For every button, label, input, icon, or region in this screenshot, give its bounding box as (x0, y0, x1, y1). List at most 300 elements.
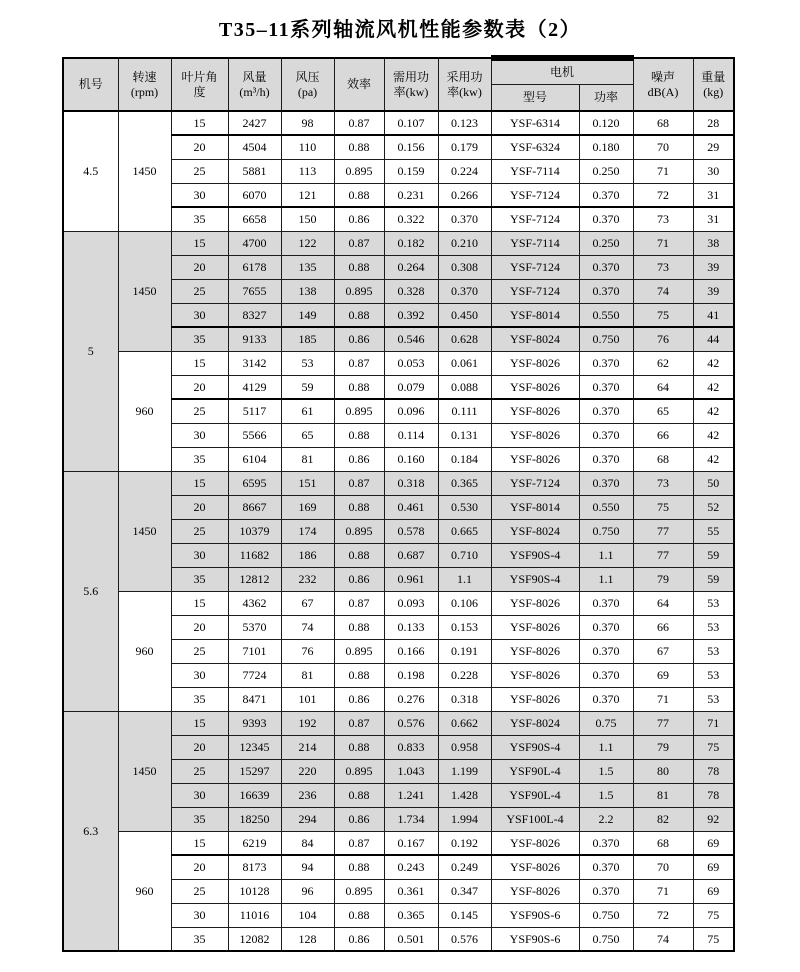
cell-blade-angle: 25 (171, 519, 228, 543)
cell-air-pressure: 151 (281, 471, 334, 495)
cell-motor-model: YSF-8026 (491, 663, 579, 687)
cell-efficiency: 0.88 (334, 375, 384, 399)
cell-motor-model: YSF-8014 (491, 495, 579, 519)
cell-air-volume: 4362 (228, 591, 281, 615)
cell-blade-angle: 20 (171, 735, 228, 759)
cell-weight: 42 (693, 423, 734, 447)
cell-motor-model: YSF-7114 (491, 231, 579, 255)
cell-weight: 78 (693, 783, 734, 807)
cell-adopted-power: 0.266 (438, 183, 491, 207)
cell-motor-power: 0.750 (579, 927, 633, 951)
cell-noise: 75 (633, 495, 693, 519)
cell-efficiency: 0.87 (334, 351, 384, 375)
cell-blade-angle: 25 (171, 399, 228, 423)
cell-efficiency: 0.87 (334, 711, 384, 735)
header-line: 风压 (295, 70, 320, 85)
cell-motor-model: YSF-7124 (491, 183, 579, 207)
cell-air-pressure: 128 (281, 927, 334, 951)
cell-weight: 53 (693, 591, 734, 615)
cell-noise: 70 (633, 135, 693, 159)
cell-adopted-power: 0.145 (438, 903, 491, 927)
cell-air-volume: 9393 (228, 711, 281, 735)
cell-adopted-power: 0.184 (438, 447, 491, 471)
cell-motor-model: YSF-8024 (491, 711, 579, 735)
cell-motor-model: YSF-8026 (491, 831, 579, 855)
cell-motor-model: YSF90L-4 (491, 783, 579, 807)
cell-blade-angle: 30 (171, 783, 228, 807)
cell-air-volume: 6595 (228, 471, 281, 495)
cell-adopted-power: 0.662 (438, 711, 491, 735)
cell-blade-angle: 15 (171, 591, 228, 615)
cell-motor-power: 0.370 (579, 279, 633, 303)
table-row (63, 351, 734, 375)
cell-motor-model: YSF-8026 (491, 399, 579, 423)
cell-adopted-power: 0.576 (438, 927, 491, 951)
cell-adopted-power: 0.628 (438, 327, 491, 351)
cell-weight: 55 (693, 519, 734, 543)
cell-noise: 66 (633, 423, 693, 447)
cell-required-power: 1.043 (384, 759, 438, 783)
cell-blade-angle: 25 (171, 159, 228, 183)
cell-efficiency: 0.88 (334, 255, 384, 279)
table-row (63, 231, 734, 255)
cell-noise: 76 (633, 327, 693, 351)
cell-air-pressure: 149 (281, 303, 334, 327)
cell-required-power: 0.318 (384, 471, 438, 495)
cell-required-power: 0.461 (384, 495, 438, 519)
col-header-weight (693, 58, 734, 111)
cell-motor-power: 0.180 (579, 135, 633, 159)
cell-noise: 73 (633, 207, 693, 231)
cell-motor-model: YSF90S-4 (491, 543, 579, 567)
col-header-adopted-power (438, 58, 491, 111)
cell-air-volume: 6070 (228, 183, 281, 207)
cell-motor-power: 1.1 (579, 735, 633, 759)
cell-required-power: 0.167 (384, 831, 438, 855)
cell-noise: 75 (633, 303, 693, 327)
header-line: (rpm) (130, 84, 159, 99)
cell-blade-angle: 15 (171, 471, 228, 495)
cell-adopted-power: 0.228 (438, 663, 491, 687)
cell-efficiency: 0.88 (334, 615, 384, 639)
cell-motor-model: YSF90S-6 (491, 903, 579, 927)
cell-noise: 70 (633, 855, 693, 879)
cell-motor-power: 2.2 (579, 807, 633, 831)
cell-air-volume: 5370 (228, 615, 281, 639)
cell-adopted-power: 0.210 (438, 231, 491, 255)
cell-required-power: 0.833 (384, 735, 438, 759)
header-line: dB(A) (647, 84, 679, 99)
cell-efficiency: 0.88 (334, 903, 384, 927)
cell-air-volume: 6219 (228, 831, 281, 855)
cell-machine-no: 4.5 (63, 111, 118, 231)
cell-efficiency: 0.88 (334, 783, 384, 807)
cell-required-power: 0.365 (384, 903, 438, 927)
cell-blade-angle: 35 (171, 687, 228, 711)
cell-motor-power: 0.370 (579, 831, 633, 855)
cell-motor-model: YSF-8026 (491, 351, 579, 375)
cell-noise: 74 (633, 927, 693, 951)
cell-air-volume: 18250 (228, 807, 281, 831)
cell-blade-angle: 30 (171, 423, 228, 447)
cell-weight: 75 (693, 735, 734, 759)
cell-blade-angle: 25 (171, 759, 228, 783)
cell-weight: 38 (693, 231, 734, 255)
cell-motor-model: YSF-8026 (491, 615, 579, 639)
cell-air-pressure: 98 (281, 111, 334, 135)
cell-required-power: 0.166 (384, 639, 438, 663)
cell-noise: 64 (633, 591, 693, 615)
table-row (63, 471, 734, 495)
cell-efficiency: 0.895 (334, 639, 384, 663)
header-line: 采用功 (446, 70, 483, 85)
cell-weight: 31 (693, 183, 734, 207)
cell-motor-power: 0.250 (579, 159, 633, 183)
cell-motor-power: 0.550 (579, 303, 633, 327)
cell-motor-power: 0.370 (579, 615, 633, 639)
cell-adopted-power: 0.665 (438, 519, 491, 543)
header-line: (kg) (703, 84, 724, 99)
header-line: 叶片角 (181, 70, 218, 85)
cell-weight: 92 (693, 807, 734, 831)
col-header-air-pressure (281, 58, 334, 111)
cell-air-pressure: 220 (281, 759, 334, 783)
cell-blade-angle: 20 (171, 255, 228, 279)
cell-air-volume: 15297 (228, 759, 281, 783)
cell-noise: 80 (633, 759, 693, 783)
cell-required-power: 0.198 (384, 663, 438, 687)
cell-air-volume: 6104 (228, 447, 281, 471)
cell-air-volume: 6658 (228, 207, 281, 231)
cell-noise: 71 (633, 159, 693, 183)
cell-efficiency: 0.895 (334, 879, 384, 903)
cell-required-power: 0.361 (384, 879, 438, 903)
col-header-noise (633, 58, 693, 111)
cell-weight: 50 (693, 471, 734, 495)
cell-motor-power: 0.550 (579, 495, 633, 519)
cell-noise: 68 (633, 831, 693, 855)
cell-adopted-power: 0.224 (438, 159, 491, 183)
cell-motor-power: 0.750 (579, 903, 633, 927)
cell-air-volume: 3142 (228, 351, 281, 375)
cell-blade-angle: 15 (171, 231, 228, 255)
cell-air-volume: 11016 (228, 903, 281, 927)
cell-air-pressure: 94 (281, 855, 334, 879)
cell-weight: 75 (693, 927, 734, 951)
cell-motor-model: YSF-8026 (491, 687, 579, 711)
col-header-motor-model: 型号 (491, 84, 579, 111)
cell-required-power: 0.243 (384, 855, 438, 879)
cell-air-volume: 6178 (228, 255, 281, 279)
cell-air-volume: 12812 (228, 567, 281, 591)
cell-air-pressure: 67 (281, 591, 334, 615)
cell-required-power: 0.328 (384, 279, 438, 303)
cell-air-pressure: 185 (281, 327, 334, 351)
cell-efficiency: 0.87 (334, 111, 384, 135)
col-header-efficiency: 效率 (334, 58, 384, 111)
cell-motor-model: YSF-8026 (491, 423, 579, 447)
header-line: (m³/h) (239, 84, 270, 99)
cell-adopted-power: 0.450 (438, 303, 491, 327)
cell-adopted-power: 0.308 (438, 255, 491, 279)
cell-blade-angle: 15 (171, 831, 228, 855)
cell-noise: 62 (633, 351, 693, 375)
cell-motor-power: 0.370 (579, 183, 633, 207)
cell-speed-rpm: 1450 (118, 111, 171, 231)
cell-motor-power: 1.5 (579, 759, 633, 783)
header-line: 转速 (132, 70, 157, 85)
cell-air-pressure: 122 (281, 231, 334, 255)
header-line: 噪声 (651, 70, 676, 85)
table-row (63, 711, 734, 735)
cell-efficiency: 0.88 (334, 303, 384, 327)
cell-motor-model: YSF90S-4 (491, 567, 579, 591)
cell-air-pressure: 101 (281, 687, 334, 711)
cell-motor-model: YSF-7124 (491, 207, 579, 231)
header-line: (pa) (297, 84, 318, 99)
cell-efficiency: 0.88 (334, 663, 384, 687)
cell-air-pressure: 81 (281, 663, 334, 687)
cell-weight: 69 (693, 831, 734, 855)
cell-required-power: 0.276 (384, 687, 438, 711)
cell-weight: 59 (693, 567, 734, 591)
cell-required-power: 0.578 (384, 519, 438, 543)
cell-noise: 71 (633, 231, 693, 255)
cell-noise: 82 (633, 807, 693, 831)
cell-noise: 79 (633, 567, 693, 591)
cell-adopted-power: 0.318 (438, 687, 491, 711)
col-header-motor-group: 电机 (491, 58, 633, 84)
cell-blade-angle: 20 (171, 135, 228, 159)
page-title: T35–11系列轴流风机性能参数表（2） (218, 19, 582, 41)
cell-adopted-power: 0.191 (438, 639, 491, 663)
cell-noise: 77 (633, 543, 693, 567)
cell-motor-model: YSF-8024 (491, 519, 579, 543)
cell-required-power: 0.053 (384, 351, 438, 375)
cell-motor-power: 0.370 (579, 399, 633, 423)
cell-motor-model: YSF-7124 (491, 255, 579, 279)
cell-weight: 39 (693, 255, 734, 279)
cell-required-power: 0.264 (384, 255, 438, 279)
cell-motor-power: 0.370 (579, 447, 633, 471)
cell-efficiency: 0.895 (334, 279, 384, 303)
cell-air-volume: 5566 (228, 423, 281, 447)
cell-weight: 78 (693, 759, 734, 783)
table-row (63, 111, 734, 135)
cell-adopted-power: 0.347 (438, 879, 491, 903)
cell-air-volume: 10379 (228, 519, 281, 543)
cell-efficiency: 0.895 (334, 399, 384, 423)
cell-air-pressure: 232 (281, 567, 334, 591)
cell-blade-angle: 35 (171, 567, 228, 591)
header-line: 率(kw) (447, 84, 482, 99)
table-body (63, 111, 734, 951)
cell-motor-power: 0.370 (579, 375, 633, 399)
cell-air-volume: 4129 (228, 375, 281, 399)
cell-efficiency: 0.88 (334, 543, 384, 567)
cell-air-pressure: 113 (281, 159, 334, 183)
table-header (63, 58, 734, 111)
cell-weight: 28 (693, 111, 734, 135)
cell-motor-model: YSF-8026 (491, 639, 579, 663)
cell-motor-power: 0.750 (579, 519, 633, 543)
cell-weight: 69 (693, 879, 734, 903)
cell-adopted-power: 0.370 (438, 279, 491, 303)
cell-speed-rpm: 1450 (118, 711, 171, 831)
cell-adopted-power: 0.192 (438, 831, 491, 855)
cell-efficiency: 0.895 (334, 519, 384, 543)
cell-noise: 64 (633, 375, 693, 399)
cell-air-volume: 5117 (228, 399, 281, 423)
cell-weight: 44 (693, 327, 734, 351)
cell-motor-model: YSF90S-4 (491, 735, 579, 759)
cell-required-power: 0.501 (384, 927, 438, 951)
cell-weight: 52 (693, 495, 734, 519)
cell-blade-angle: 30 (171, 543, 228, 567)
cell-weight: 31 (693, 207, 734, 231)
cell-air-volume: 4504 (228, 135, 281, 159)
cell-required-power: 0.182 (384, 231, 438, 255)
cell-motor-power: 0.370 (579, 687, 633, 711)
cell-noise: 77 (633, 711, 693, 735)
cell-weight: 53 (693, 615, 734, 639)
col-header-required-power (384, 58, 438, 111)
cell-air-pressure: 192 (281, 711, 334, 735)
cell-weight: 75 (693, 903, 734, 927)
cell-air-pressure: 121 (281, 183, 334, 207)
cell-air-pressure: 53 (281, 351, 334, 375)
cell-noise: 68 (633, 111, 693, 135)
cell-noise: 74 (633, 279, 693, 303)
cell-motor-power: 0.370 (579, 471, 633, 495)
cell-air-pressure: 104 (281, 903, 334, 927)
cell-air-pressure: 214 (281, 735, 334, 759)
cell-required-power: 0.079 (384, 375, 438, 399)
cell-required-power: 0.107 (384, 111, 438, 135)
cell-blade-angle: 35 (171, 807, 228, 831)
cell-noise: 69 (633, 663, 693, 687)
col-header-air-volume (228, 58, 281, 111)
cell-motor-power: 0.370 (579, 351, 633, 375)
cell-efficiency: 0.895 (334, 759, 384, 783)
header-line: 风量 (242, 70, 267, 85)
cell-blade-angle: 35 (171, 927, 228, 951)
cell-efficiency: 0.86 (334, 327, 384, 351)
cell-air-volume: 4700 (228, 231, 281, 255)
cell-required-power: 0.231 (384, 183, 438, 207)
cell-motor-power: 0.370 (579, 879, 633, 903)
cell-motor-model: YSF-8026 (491, 879, 579, 903)
cell-air-pressure: 61 (281, 399, 334, 423)
cell-air-volume: 8327 (228, 303, 281, 327)
cell-blade-angle: 15 (171, 111, 228, 135)
cell-speed-rpm: 1450 (118, 231, 171, 351)
cell-motor-power: 0.120 (579, 111, 633, 135)
cell-blade-angle: 30 (171, 303, 228, 327)
cell-air-volume: 2427 (228, 111, 281, 135)
cell-air-pressure: 76 (281, 639, 334, 663)
cell-blade-angle: 20 (171, 615, 228, 639)
cell-speed-rpm: 960 (118, 351, 171, 471)
cell-air-pressure: 174 (281, 519, 334, 543)
cell-blade-angle: 20 (171, 855, 228, 879)
cell-air-pressure: 65 (281, 423, 334, 447)
cell-air-pressure: 294 (281, 807, 334, 831)
cell-motor-model: YSF90L-4 (491, 759, 579, 783)
cell-weight: 71 (693, 711, 734, 735)
cell-motor-power: 0.370 (579, 591, 633, 615)
cell-adopted-power: 0.179 (438, 135, 491, 159)
cell-adopted-power: 0.249 (438, 855, 491, 879)
cell-motor-power: 0.370 (579, 639, 633, 663)
cell-blade-angle: 35 (171, 327, 228, 351)
cell-noise: 77 (633, 519, 693, 543)
cell-motor-power: 0.370 (579, 255, 633, 279)
cell-motor-power: 1.5 (579, 783, 633, 807)
cell-noise: 73 (633, 255, 693, 279)
cell-air-pressure: 96 (281, 879, 334, 903)
cell-motor-model: YSF-7114 (491, 159, 579, 183)
cell-weight: 41 (693, 303, 734, 327)
cell-motor-power: 0.370 (579, 663, 633, 687)
cell-adopted-power: 0.153 (438, 615, 491, 639)
cell-required-power: 0.546 (384, 327, 438, 351)
cell-air-volume: 7101 (228, 639, 281, 663)
cell-efficiency: 0.88 (334, 423, 384, 447)
cell-required-power: 0.576 (384, 711, 438, 735)
cell-motor-model: YSF-6324 (491, 135, 579, 159)
cell-efficiency: 0.87 (334, 231, 384, 255)
cell-adopted-power: 0.088 (438, 375, 491, 399)
cell-blade-angle: 25 (171, 279, 228, 303)
cell-efficiency: 0.86 (334, 567, 384, 591)
cell-machine-no: 5 (63, 231, 118, 471)
cell-motor-power: 0.250 (579, 231, 633, 255)
cell-blade-angle: 25 (171, 879, 228, 903)
cell-required-power: 0.160 (384, 447, 438, 471)
cell-required-power: 0.156 (384, 135, 438, 159)
cell-motor-model: YSF-7124 (491, 279, 579, 303)
cell-adopted-power: 1.994 (438, 807, 491, 831)
cell-adopted-power: 0.958 (438, 735, 491, 759)
cell-motor-power: 1.1 (579, 543, 633, 567)
table-row (63, 831, 734, 855)
cell-efficiency: 0.87 (334, 471, 384, 495)
cell-efficiency: 0.87 (334, 591, 384, 615)
header-line: 度 (193, 84, 206, 99)
cell-efficiency: 0.895 (334, 159, 384, 183)
cell-noise: 73 (633, 471, 693, 495)
cell-required-power: 1.734 (384, 807, 438, 831)
cell-blade-angle: 25 (171, 639, 228, 663)
performance-table (62, 55, 735, 952)
cell-weight: 59 (693, 543, 734, 567)
cell-required-power: 0.961 (384, 567, 438, 591)
cell-noise: 72 (633, 183, 693, 207)
header-line: 需用功 (392, 70, 429, 85)
cell-weight: 42 (693, 399, 734, 423)
cell-air-pressure: 81 (281, 447, 334, 471)
cell-air-pressure: 236 (281, 783, 334, 807)
header-row-1 (63, 58, 734, 84)
cell-weight: 42 (693, 375, 734, 399)
cell-required-power: 1.241 (384, 783, 438, 807)
cell-motor-model: YSF90S-6 (491, 927, 579, 951)
cell-motor-power: 0.370 (579, 855, 633, 879)
cell-required-power: 0.322 (384, 207, 438, 231)
cell-weight: 29 (693, 135, 734, 159)
cell-motor-model: YSF-7124 (491, 471, 579, 495)
